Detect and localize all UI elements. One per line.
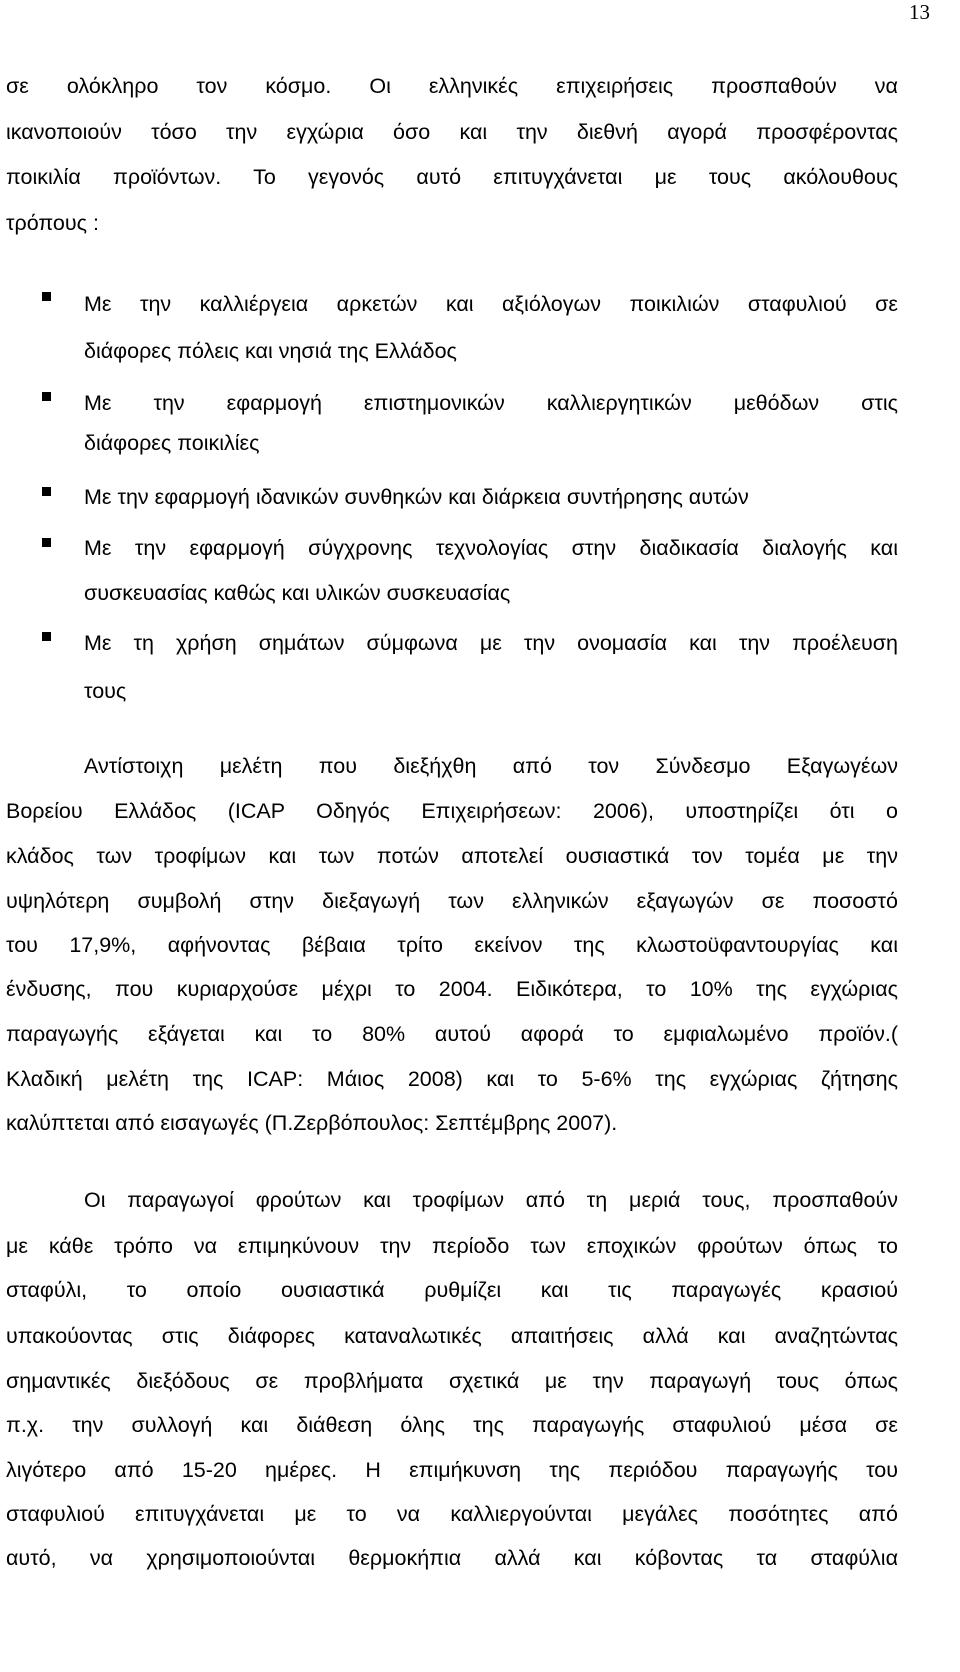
bullet-line: Με την εφαρμογή σύγχρονης τεχνολογίας στην διαδικασία διαλογής και [84,536,898,560]
bullet-square-icon [42,487,51,496]
paragraph-line: υπακούοντας στις διάφορες καταναλωτικές απαιτήσεις αλλά και αναζητώντας [6,1324,898,1348]
bullet-square-icon [42,538,51,547]
paragraph-line: παραγωγής εξάγεται και το 80% αυτού αφορά το εμφιαλωμένο προϊόν.( [6,1022,898,1046]
bullet-line: Με την καλλιέργεια αρκετών και αξιόλογων ποικιλιών σταφυλιού σε [84,292,898,316]
intro-line: σε ολόκληρο τον κόσμο. Οι ελληνικές επιχειρήσεις προσπαθούν να [6,74,898,98]
paragraph-line: σταφύλι, το οποίο ουσιαστικά ρυθμίζει και τις παραγωγές κρασιού [6,1278,898,1302]
paragraph-line: λιγότερο από 15-20 ημέρες. Η επιμήκυνση της περιόδου παραγωγής του [6,1458,898,1482]
paragraph-line: υψηλότερη συμβολή στην διεξαγωγή των ελληνικών εξαγωγών σε ποσοστό [6,889,898,913]
bullet-line: διάφορες πόλεις και νησιά της Ελλάδος [84,339,457,363]
paragraph-line: του 17,9%, αφήνοντας βέβαια τρίτο εκείνον της κλωστοϋφαντουργίας και [6,933,898,957]
bullet-line: τους [84,679,127,703]
paragraph-line: σημαντικές διεξόδους σε προβλήματα σχετικά με την παραγωγή τους όπως [6,1369,898,1393]
intro-line: τρόπους : [6,211,99,235]
paragraph-line: με κάθε τρόπο να επιμηκύνουν την περίοδο των εποχικών φρούτων όπως το [6,1234,898,1258]
paragraph-line: Βορείου Ελλάδος (ICAP Οδηγός Επιχειρήσεων: 2006), υποστηρίζει ότι ο [6,799,898,823]
bullet-square-icon [42,392,51,401]
paragraph-line: καλύπτεται από εισαγωγές (Π.Ζερβόπουλος: Σεπτέμβρης 2007). [6,1111,618,1135]
paragraph-line: π.χ. την συλλογή και διάθεση όλης της παραγωγής σταφυλιού μέσα σε [6,1413,898,1437]
paragraph-line: σταφυλιού επιτυγχάνεται με το να καλλιεργούνται μεγάλες ποσότητες από [6,1502,898,1526]
paragraph-line: ένδυσης, που κυριαρχούσε μέχρι το 2004. Ειδικότερα, το 10% της εγχώριας [6,977,898,1001]
intro-line: ποικιλία προϊόντων. Το γεγονός αυτό επιτυγχάνεται με τους ακόλουθους [6,165,898,189]
paragraph-line: κλάδος των τροφίμων και των ποτών αποτελεί ουσιαστικά τον τομέα με την [6,844,898,868]
paragraph-line: Αντίστοιχη μελέτη που διεξήχθη από τον Σύνδεσμο Εξαγωγέων [84,754,898,778]
bullet-square-icon [42,292,51,301]
paragraph-line: Κλαδική μελέτη της ICAP: Μάιος 2008) και το 5-6% της εγχώριας ζήτησης [6,1067,898,1091]
bullet-line: Με τη χρήση σημάτων σύμφωνα με την ονομασία και την προέλευση [84,631,898,655]
bullet-line: συσκευασίας καθώς και υλικών συσκευασίας [84,581,511,605]
bullet-square-icon [42,632,51,641]
bullet-line: διάφορες ποικιλίες [84,431,260,455]
bullet-line: Με την εφαρμογή επιστημονικών καλλιεργητικών μεθόδων στις [84,391,898,415]
bullet-line: Με την εφαρμογή ιδανικών συνθηκών και διάρκεια συντήρησης αυτών [84,485,749,509]
intro-line: ικανοποιούν τόσο την εγχώρια όσο και την διεθνή αγορά προσφέροντας [6,120,898,144]
page-number: 13 [909,0,930,24]
paragraph-line: Οι παραγωγοί φρούτων και τροφίμων από τη μεριά τους, προσπαθούν [84,1188,898,1212]
paragraph-line: αυτό, να χρησιμοποιούνται θερμοκήπια αλλά και κόβοντας τα σταφύλια [6,1546,898,1570]
